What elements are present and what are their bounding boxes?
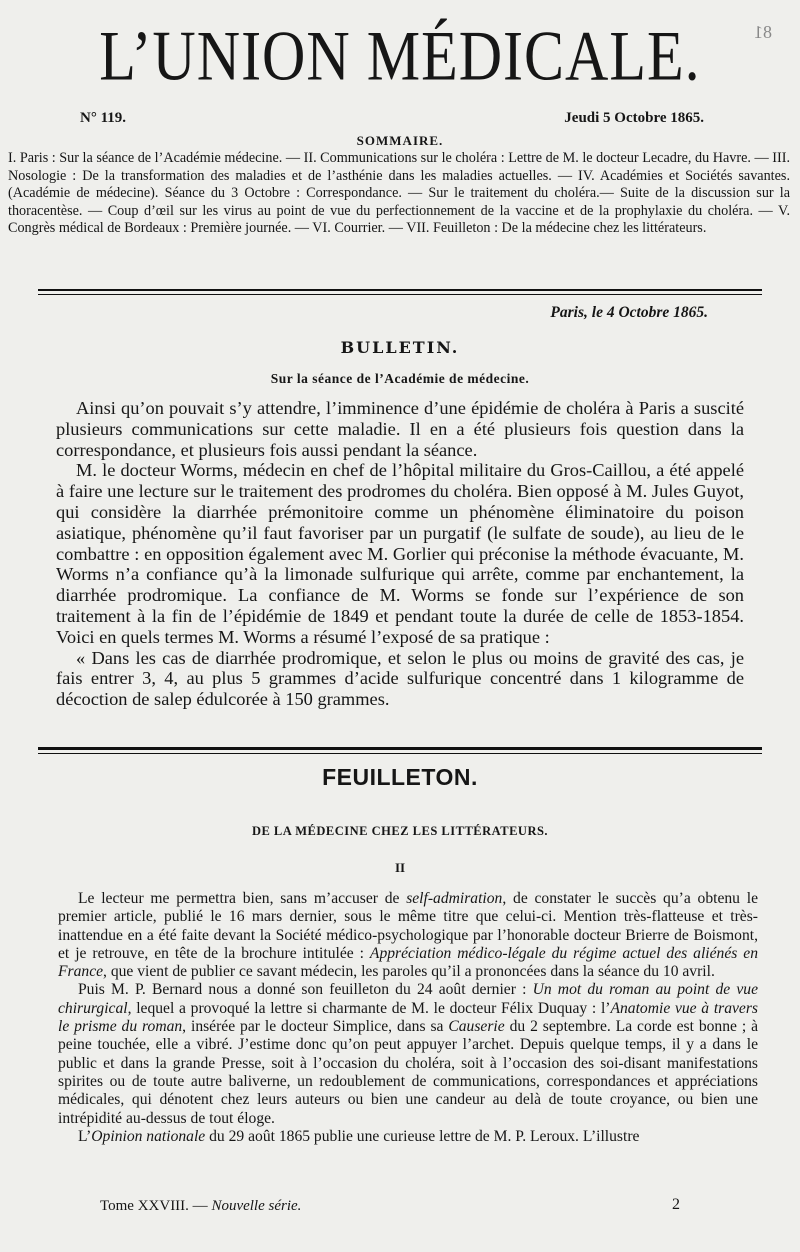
bulletin-subheading: Sur la séance de l’Académie de médecine. — [270, 371, 530, 386]
sommaire-paragraph: I. Paris : Sur la séance de l’Académie médecine. — II. Communications sur le choléra : Lettre de M. le docteur Lecadre, du Havre. — III. Nosologie : De la transformation des maladies et de l’asthénie dans les maladies actuelles. — IV. Académies et Sociétés savantes. (Académie de médecine). Séance du 3 Octobre : Correspondance. — Sur le traitement du choléra.— Suite de la discussion sur la thoracentèse. — Coup d’œil sur les virus au point de vue du perfectionnement de la vaccine et de la prophylaxie du choléra. — V. Congrès médical de Bordeaux : Première journée. — VI. Courrier. — VII. Feuilleton : De la médecine chez les littérateurs. — [8, 150, 790, 236]
section-rule — [38, 289, 762, 291]
feuilleton-subheading: DE LA MÉDECINE CHEZ LES LITTÉRATEURS. — [251, 824, 549, 838]
feuilleton-heading: FEUILLETON. — [322, 764, 478, 790]
show-through-page-number: 81 — [754, 22, 772, 42]
issue-date: Jeudi 5 Octobre 1865. — [564, 110, 704, 126]
feuilleton-part-number: II — [394, 860, 406, 875]
dateline: Paris, le 4 Octobre 1865. — [550, 304, 708, 321]
bulletin-body — [56, 398, 744, 710]
bulletin-paragraph: Ainsi qu’on pouvait s’y attendre, l’imminence d’une épidémie de choléra à Paris a suscité plusieurs communications sur cette maladie. Il en a été plusieurs fois question dans la correspondance, et plusieurs fois aussi pendant la séance. — [56, 398, 744, 460]
sommaire-heading: SOMMAIRE. — [356, 133, 444, 148]
feuilleton-body — [58, 890, 758, 1146]
feuilleton-rule-thin — [38, 753, 762, 754]
bulletin-paragraph: M. le docteur Worms, médecin en chef de l’hôpital militaire du Gros-Caillou, a été appelé à faire une lecture sur le traitement des prodromes du choléra. Bien opposé à M. Jules Guyot, qui considère la diarrhée prémonitoire comme un phénomène éliminatoire du poison asiatique, phénomène qu’il faut favoriser par un purgatif (le sulfate de soude), au lieu de le combattre : en opposition également avec M. Gorlier qui préconise la méthode évacuante, M. Worms n’a confiance qu’à la limonade sulfurique qui arrête, comme par enchantement, la diarrhée prodromique. La confiance de M. Worms se fonde sur l’expérience de son traitement à la fin de l’épidémie de 1849 et pendant toute la durée de celle de 1853-1854. Voici en quels termes M. Worms a résumé l’exposé de sa pratique : — [56, 460, 744, 647]
bulletin-paragraph: « Dans les cas de diarrhée prodromique, et selon le plus ou moins de gravité des cas, je fais entrer 3, 4, au plus 5 grammes d’acide sulfurique concentré dans 1 kilogramme de décoction de salep édulcorée à 150 grammes. — [56, 647, 744, 710]
section-rule-thin — [38, 294, 762, 295]
feuilleton-paragraph: Puis M. P. Bernard nous a donné son feuilleton du 24 août dernier : Un mot du roman au point de vue chirurgical, lequel a provoqué la lettre si charmante de M. le docteur Félix Duquay : l’Anatomie vue à travers le prisme du roman, insérée par le docteur Simplice, dans sa Causerie du 2 septembre. La corde est bonne ; à peine touchée, elle a vibré. J’estime donc qu’on peut appuyer l’archet. Depuis quelque temps, il y a dans le public et dans la grande Presse, soit à l’occasion du choléra, soit à l’occasion des soi-disant manifestations spirites ou de toute autre baliverne, un redoublement de communications, correspondances et appréciations médicales, qui dénotent chez leurs auteurs ou bien une candeur au delà de toute croyance, ou bien une intrépidité au-dessus de tout éloge. — [58, 981, 759, 1127]
bulletin-heading: BULLETIN. — [340, 338, 460, 357]
issue-number: N° 119. — [80, 110, 127, 126]
sommaire-text — [8, 150, 790, 238]
feuilleton-rule — [38, 747, 762, 750]
footer-volume: Tome XXVIII. — Nouvelle série. — [100, 1198, 302, 1214]
feuilleton-paragraph: Le lecteur me permettra bien, sans m’accuser de self-admiration, de constater le succès qu’a obtenu le premier article, publié le 16 mars dernier, sous le même titre que celui-ci. Mention très-flatteuse et très-inattendue en a été faite devant la Société médico-psychologique par l’honorable docteur Brierre de Boismont, et je retrouve, en tête de la brochure intitulée : Appréciation médico-légale du régime actuel des aliénés en France, que vient de publier ce savant médecin, les paroles qu’il a prononcées dans la séance du 10 avril. — [58, 890, 758, 981]
masthead-title: L’UNION MÉDICALE. — [99, 16, 701, 95]
footer-page-number: 2 — [672, 1196, 680, 1213]
feuilleton-paragraph: L’Opinion nationale du 29 août 1865 publie une curieuse lettre de M. P. Leroux. L’illustre — [78, 1127, 640, 1145]
